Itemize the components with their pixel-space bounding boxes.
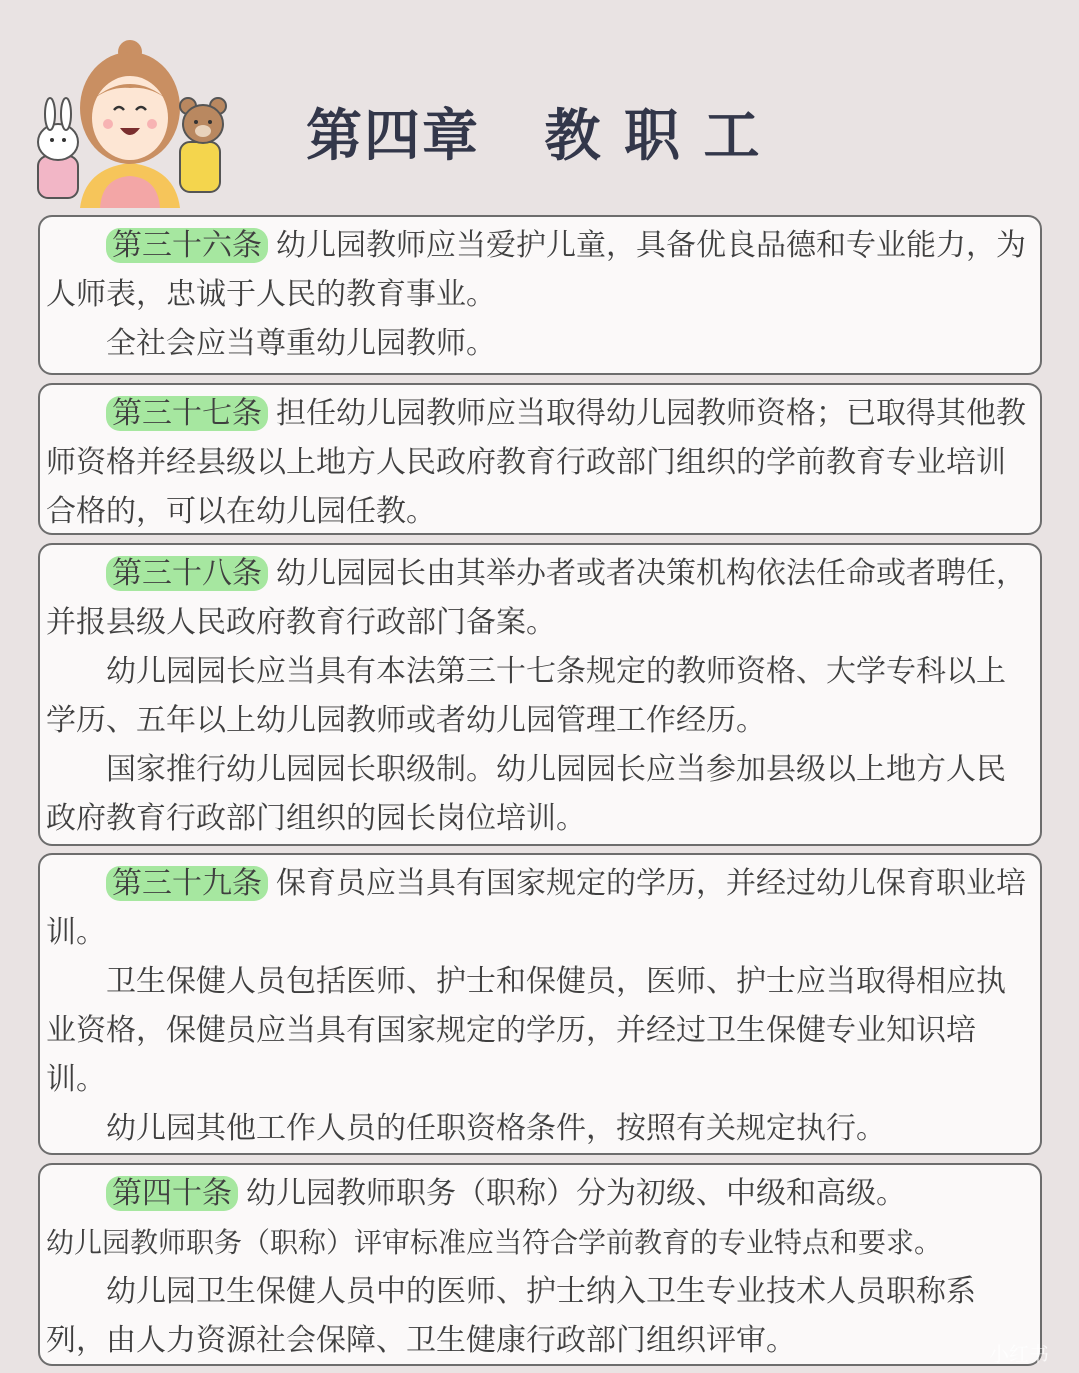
teacher-with-puppets-illustration [30,38,230,208]
article-card-40 [38,1163,1042,1366]
article-lead [46,549,1032,647]
article-tag: 第四十条 [106,1176,238,1211]
chapter-title: 第四章 教 职 工 [306,104,762,169]
article-lead-text: 幼儿园园长由其举办者或者决策机构依法任命或者聘任，并报县级人民政府教育行政部门备案。 [46,556,1026,640]
article-second-line: 幼儿园教师职务（职称）评审标准应当符合学前教育的专业特点和要求。 [46,1226,943,1259]
article-lead-text: 担任幼儿园教师应当取得幼儿园教师资格；已取得其他教师资格并经县级以上地方人民政府教育行政部门组织的学前教育专业培训合格的，可以在幼儿园任教。 [46,396,1026,529]
article-paragraph: 幼儿园园长应当具有本法第三十七条规定的教师资格、大学专科以上学历、五年以上幼儿园教师或者幼儿园管理工作经历。 [46,654,1006,738]
article-tag: 第三十七条 [106,396,268,431]
page-header [0,0,1079,215]
article-lead-text: 保育员应当具有国家规定的学历，并经过幼儿保育职业培训。 [46,866,1026,950]
article-tag: 第三十八条 [106,556,268,591]
article-tag: 第三十九条 [106,866,268,901]
article-paragraph: 幼儿园卫生保健人员中的医师、护士纳入卫生专业技术人员职称系列，由人力资源社会保障、卫生健康行政部门组织评审。 [46,1274,976,1358]
article-paragraph: 幼儿园其他工作人员的任职资格条件，按照有关规定执行。 [106,1111,886,1146]
article-paragraph: 卫生保健人员包括医师、护士和保健员，医师、护士应当取得相应执业资格，保健员应当具有国家规定的学历，并经过卫生保健专业知识培训。 [46,964,1006,1097]
watermark-logo: 小红书 [989,1342,1049,1366]
article-card-38 [38,543,1042,846]
article-lead [46,1169,1032,1218]
article-lead [46,859,1032,957]
article-tag: 第三十六条 [106,228,268,263]
article-lead [46,389,1032,536]
article-card-39 [38,853,1042,1155]
article-card-37 [38,383,1042,535]
article-lead-text: 幼儿园教师应当爱护儿童，具备优良品德和专业能力，为人师表，忠诚于人民的教育事业。 [46,228,1026,312]
article-card-36 [38,215,1042,375]
article-lead [46,221,1032,319]
article-lead-text: 幼儿园教师职务（职称）分为初级、中级和高级。 [246,1176,906,1211]
article-paragraph: 国家推行幼儿园园长职级制。幼儿园园长应当参加县级以上地方人民政府教育行政部门组织的园长岗位培训。 [46,752,1006,836]
article-paragraph: 全社会应当尊重幼儿园教师。 [106,326,496,361]
